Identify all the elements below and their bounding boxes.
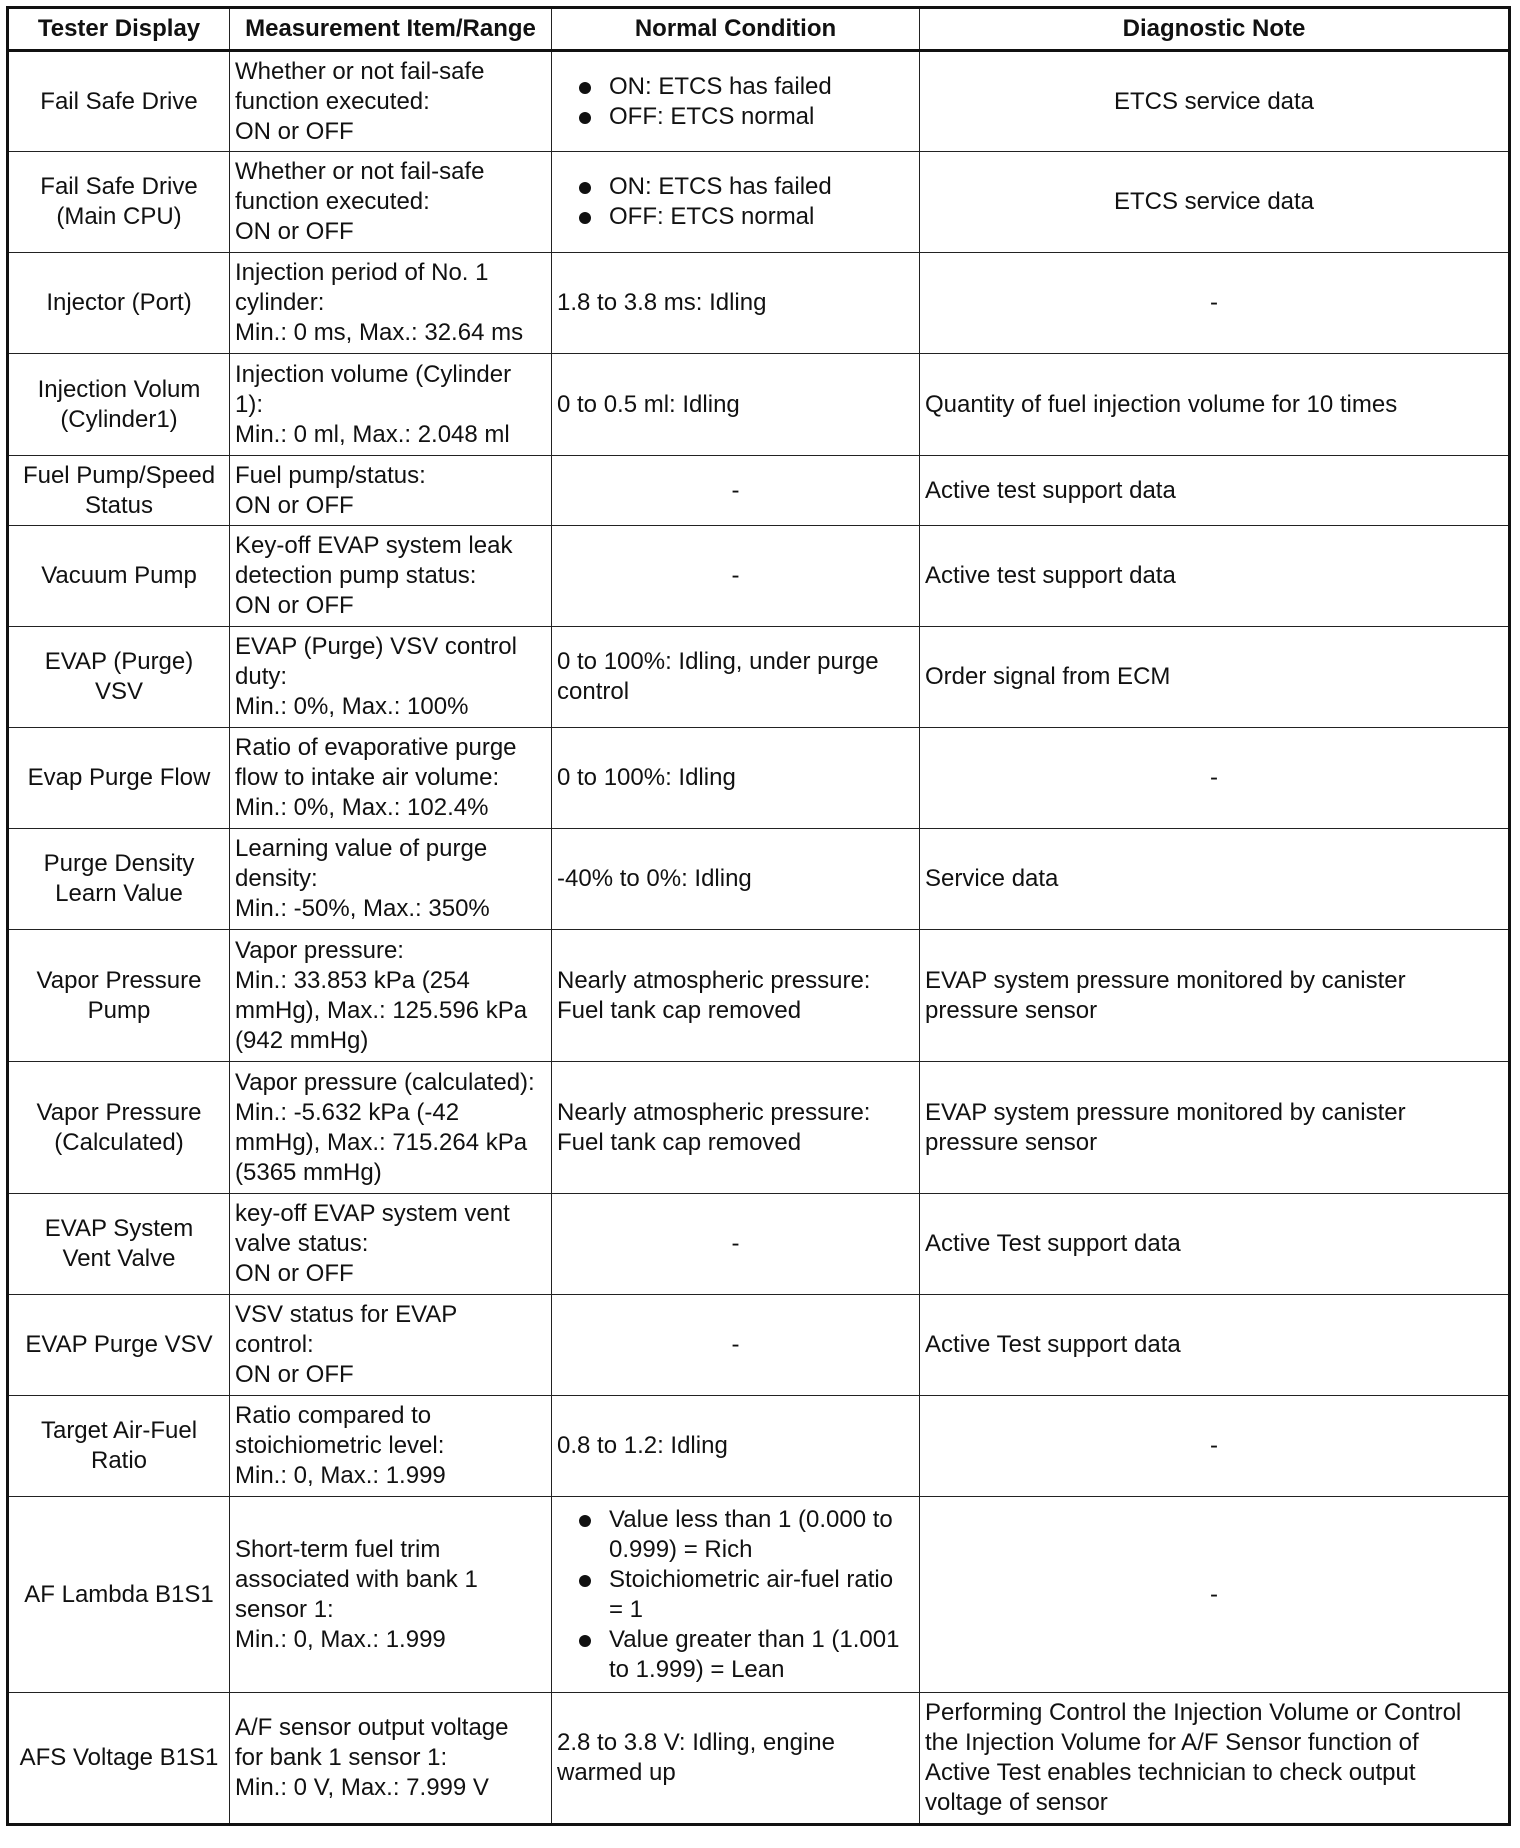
cell-tester-display: Vacuum Pump bbox=[8, 526, 230, 627]
cell-tester-display: Fail Safe Drive (Main CPU) bbox=[8, 152, 230, 253]
table-row bbox=[8, 627, 1510, 728]
cell-measurement: Whether or not fail-safe function executed: ON or OFF bbox=[230, 152, 552, 253]
cell-measurement: Vapor pressure: Min.: 33.853 kPa (254 mmHg), Max.: 125.596 kPa (942 mmHg) bbox=[230, 930, 552, 1062]
cell-measurement: VSV status for EVAP control: ON or OFF bbox=[230, 1295, 552, 1396]
cell-measurement: key-off EVAP system vent valve status: ON or OFF bbox=[230, 1194, 552, 1295]
bullet-item: Value less than 1 (0.000 to 0.999) = Rich bbox=[557, 1505, 914, 1565]
cell-normal-condition: - bbox=[552, 456, 920, 526]
cell-diagnostic-note: - bbox=[920, 1497, 1510, 1693]
cell-diagnostic-note: - bbox=[920, 1396, 1510, 1497]
cell-normal-condition: 0 to 100%: Idling bbox=[552, 728, 920, 829]
bullet-item: Stoichiometric air-fuel ratio = 1 bbox=[557, 1565, 914, 1625]
cell-tester-display: Fail Safe Drive bbox=[8, 51, 230, 152]
cell-measurement: EVAP (Purge) VSV control duty: Min.: 0%, Max.: 100% bbox=[230, 627, 552, 728]
table-row bbox=[8, 354, 1510, 456]
cell-diagnostic-note: Active test support data bbox=[920, 526, 1510, 627]
cell-normal-condition bbox=[552, 51, 920, 152]
cell-measurement: Whether or not fail-safe function executed: ON or OFF bbox=[230, 51, 552, 152]
cell-diagnostic-note: Performing Control the Injection Volume or Control the Injection Volume for A/F Sensor function of Active Test enables technician to check output voltage of sensor bbox=[920, 1693, 1510, 1825]
cell-tester-display: Fuel Pump/Speed Status bbox=[8, 456, 230, 526]
cell-diagnostic-note: Active Test support data bbox=[920, 1194, 1510, 1295]
cell-normal-condition: - bbox=[552, 1295, 920, 1396]
bullet-item: ON: ETCS has failed bbox=[557, 172, 914, 202]
table-row bbox=[8, 1295, 1510, 1396]
table-row bbox=[8, 1497, 1510, 1693]
cell-diagnostic-note: Active Test support data bbox=[920, 1295, 1510, 1396]
table-row bbox=[8, 1396, 1510, 1497]
table-row bbox=[8, 829, 1510, 930]
cell-diagnostic-note: EVAP system pressure monitored by canister pressure sensor bbox=[920, 930, 1510, 1062]
table-row bbox=[8, 253, 1510, 354]
cell-normal-condition: 0 to 0.5 ml: Idling bbox=[552, 354, 920, 456]
cell-tester-display: AF Lambda B1S1 bbox=[8, 1497, 230, 1693]
cell-tester-display: EVAP (Purge) VSV bbox=[8, 627, 230, 728]
cell-measurement: Ratio of evaporative purge flow to intake air volume: Min.: 0%, Max.: 102.4% bbox=[230, 728, 552, 829]
cell-tester-display: Target Air-Fuel Ratio bbox=[8, 1396, 230, 1497]
cell-tester-display: Evap Purge Flow bbox=[8, 728, 230, 829]
cell-diagnostic-note: Service data bbox=[920, 829, 1510, 930]
data-list-table bbox=[6, 6, 1511, 1826]
cell-normal-condition: 0.8 to 1.2: Idling bbox=[552, 1396, 920, 1497]
cell-tester-display: Purge Density Learn Value bbox=[8, 829, 230, 930]
table-row bbox=[8, 51, 1510, 152]
cell-diagnostic-note: Order signal from ECM bbox=[920, 627, 1510, 728]
cell-measurement: Short-term fuel trim associated with bank 1 sensor 1: Min.: 0, Max.: 1.999 bbox=[230, 1497, 552, 1693]
cell-measurement: Ratio compared to stoichiometric level: Min.: 0, Max.: 1.999 bbox=[230, 1396, 552, 1497]
cell-normal-condition: Nearly atmospheric pressure: Fuel tank cap removed bbox=[552, 930, 920, 1062]
bullet-list bbox=[557, 1505, 914, 1685]
cell-diagnostic-note: ETCS service data bbox=[920, 51, 1510, 152]
table-row bbox=[8, 930, 1510, 1062]
cell-tester-display: Vapor Pressure Pump bbox=[8, 930, 230, 1062]
bullet-item: OFF: ETCS normal bbox=[557, 102, 914, 132]
cell-diagnostic-note: - bbox=[920, 728, 1510, 829]
cell-tester-display: Injection Volum (Cylinder1) bbox=[8, 354, 230, 456]
cell-diagnostic-note: Active test support data bbox=[920, 456, 1510, 526]
cell-normal-condition: 1.8 to 3.8 ms: Idling bbox=[552, 253, 920, 354]
cell-measurement: Learning value of purge density: Min.: -50%, Max.: 350% bbox=[230, 829, 552, 930]
cell-tester-display: EVAP System Vent Valve bbox=[8, 1194, 230, 1295]
cell-normal-condition bbox=[552, 152, 920, 253]
cell-diagnostic-note: EVAP system pressure monitored by canister pressure sensor bbox=[920, 1062, 1510, 1194]
bullet-item: Value greater than 1 (1.001 to 1.999) = Lean bbox=[557, 1625, 914, 1685]
cell-tester-display: AFS Voltage B1S1 bbox=[8, 1693, 230, 1825]
table-body bbox=[8, 51, 1510, 1825]
cell-measurement: Key-off EVAP system leak detection pump status: ON or OFF bbox=[230, 526, 552, 627]
cell-normal-condition bbox=[552, 1497, 920, 1693]
header-measurement: Measurement Item/Range bbox=[230, 8, 552, 51]
cell-normal-condition: - bbox=[552, 526, 920, 627]
cell-diagnostic-note: - bbox=[920, 253, 1510, 354]
cell-normal-condition: - bbox=[552, 1194, 920, 1295]
table-row bbox=[8, 526, 1510, 627]
cell-measurement: Injection volume (Cylinder 1): Min.: 0 ml, Max.: 2.048 ml bbox=[230, 354, 552, 456]
bullet-item: ON: ETCS has failed bbox=[557, 72, 914, 102]
cell-tester-display: Vapor Pressure (Calculated) bbox=[8, 1062, 230, 1194]
header-diagnostic-note: Diagnostic Note bbox=[920, 8, 1510, 51]
bullet-list bbox=[557, 72, 914, 132]
table-row bbox=[8, 1693, 1510, 1825]
table-row bbox=[8, 456, 1510, 526]
cell-measurement: Injection period of No. 1 cylinder: Min.: 0 ms, Max.: 32.64 ms bbox=[230, 253, 552, 354]
bullet-list bbox=[557, 172, 914, 232]
header-normal-condition: Normal Condition bbox=[552, 8, 920, 51]
cell-measurement: A/F sensor output voltage for bank 1 sensor 1: Min.: 0 V, Max.: 7.999 V bbox=[230, 1693, 552, 1825]
header-row bbox=[8, 8, 1510, 51]
table-row bbox=[8, 1062, 1510, 1194]
cell-measurement: Fuel pump/status: ON or OFF bbox=[230, 456, 552, 526]
cell-measurement: Vapor pressure (calculated): Min.: -5.632 kPa (-42 mmHg), Max.: 715.264 kPa (5365 mmHg) bbox=[230, 1062, 552, 1194]
cell-diagnostic-note: ETCS service data bbox=[920, 152, 1510, 253]
cell-diagnostic-note: Quantity of fuel injection volume for 10 times bbox=[920, 354, 1510, 456]
table-row bbox=[8, 1194, 1510, 1295]
header-tester-display: Tester Display bbox=[8, 8, 230, 51]
bullet-item: OFF: ETCS normal bbox=[557, 202, 914, 232]
cell-normal-condition: -40% to 0%: Idling bbox=[552, 829, 920, 930]
table-row bbox=[8, 728, 1510, 829]
cell-normal-condition: 0 to 100%: Idling, under purge control bbox=[552, 627, 920, 728]
cell-normal-condition: 2.8 to 3.8 V: Idling, engine warmed up bbox=[552, 1693, 920, 1825]
cell-normal-condition: Nearly atmospheric pressure: Fuel tank cap removed bbox=[552, 1062, 920, 1194]
cell-tester-display: Injector (Port) bbox=[8, 253, 230, 354]
table-row bbox=[8, 152, 1510, 253]
cell-tester-display: EVAP Purge VSV bbox=[8, 1295, 230, 1396]
